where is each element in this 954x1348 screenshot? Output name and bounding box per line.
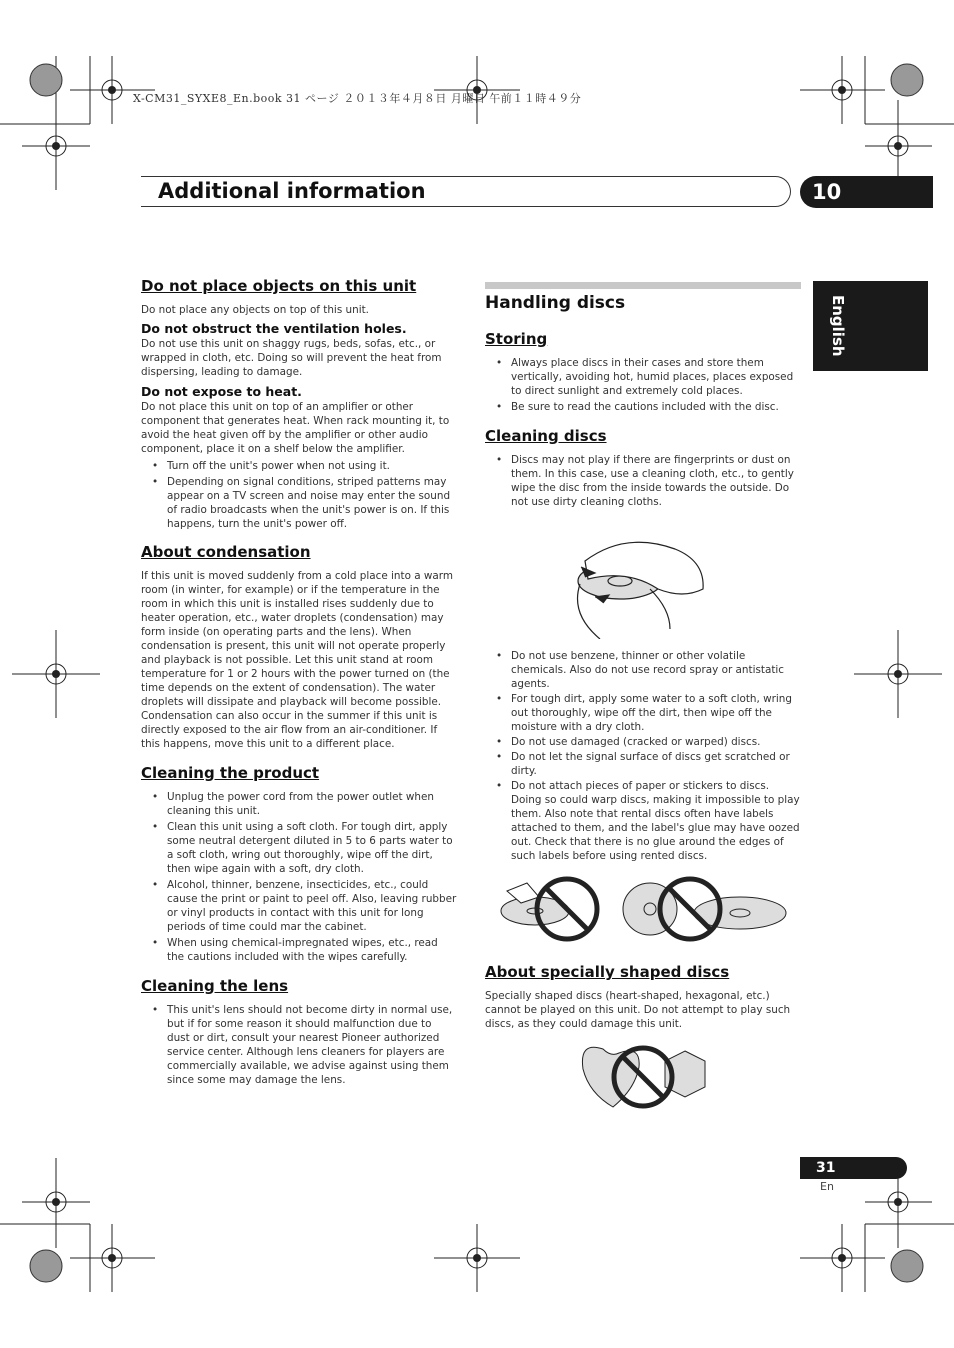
paragraph: Specially shaped discs (heart-shaped, hexagonal, etc.) cannot be played on this unit. Do not attempt to play such discs, as they could damage this unit. — [485, 990, 791, 1030]
right-column — [485, 292, 801, 1109]
paragraph: If this unit is moved suddenly from a cold place into a warm room (in winter, for example) or if the temperature in the room in which this unit is installed rises suddenly due to heater operation, etc., water droplets (condensation) may form inside (on operating parts and the lens). When condensation is present, this unit will not operate properly and playback is not possible. Let this unit stand at room temperature for 1 or 2 hours with the power turned on (the time depends on the extent of condensation). The water droplets will dissipate and playback will become possible. Condensation can also occur in the summer if this unit is directly exposed to the air flow from an air-conditioner. If this happens, move this unit to a different place. — [141, 570, 453, 750]
page-number: 31 — [800, 1157, 907, 1179]
list-item: • Discs may not play if there are fingerprints or dust on them. In this case, use a cleaning cloth, etc., to gently wipe the disc from the inside towards the outside. Do not use dirty cleaning cloths. — [485, 453, 801, 509]
list-item: • Alcohol, thinner, benzene, insecticides, etc., could cause the print or paint to peel off. Also, leaving rubber or vinyl products in contact with this unit for long periods of time could mar the cabinet. — [141, 878, 457, 934]
prohibited-discs-illustration — [485, 871, 801, 951]
list-item: • For tough dirt, apply some water to a soft cloth, wring out thoroughly, wipe off the dirt, then wipe off the moisture with a dry cloth. — [485, 692, 801, 734]
paragraph: Do not use this unit on shaggy rugs, beds, sofas, etc., or wrapped in cloth, etc. Doing so will prevent the heat from dispersing, leading to damage. — [141, 338, 442, 378]
list-item: • Unplug the power cord from the power outlet when cleaning this unit. — [141, 790, 457, 818]
page-language: En — [820, 1180, 834, 1193]
list-item: • This unit's lens should not become dirty in normal use, but if for some reason it should malfunction due to dust or dirt, consult your nearest Pioneer authorized service center. Although lens cleaners for players are commercially available, we advise against using them since some may damage the lens. — [141, 1003, 457, 1087]
section-title-handling-discs: Handling discs — [485, 293, 626, 313]
file-info-line: X-CM31_SYXE8_En.book 31 ページ ２０１３年４月８日 月曜日 午前１１時４９分 — [133, 92, 582, 105]
list-item: • Do not let the signal surface of discs get scratched or dirty. — [485, 750, 801, 778]
section-divider-bar — [485, 282, 801, 289]
subheading-ventilation: Do not obstruct the ventilation holes. — [141, 321, 407, 336]
section-title-cleaning-lens: Cleaning the lens — [141, 977, 289, 995]
list-item: • Clean this unit using a soft cloth. For tough dirt, apply some neutral detergent diluted in 5 to 6 parts water to a soft cloth, wring out thoroughly, wipe off the dirt, then wipe again with a soft, dry cloth. — [141, 820, 457, 876]
section-title-cleaning-product: Cleaning the product — [141, 764, 320, 782]
list-item: • Do not attach pieces of paper or stickers to discs. Doing so could warp discs, making it impossible to play them. Also note that rental discs often have labels attached to them, and the label's glue may have oozed out. Check that there is no glue around the edges of such labels before using rented discs. — [485, 779, 801, 863]
paragraph: Do not place this unit on top of an amplifier or other component that generates heat. When rack mounting it, to avoid the heat given off by the amplifier or other audio component, place it on a shelf below the amplifier. — [141, 401, 450, 455]
list-item: • Turn off the unit's power when not using it. — [141, 459, 457, 473]
language-tab-label: English — [829, 295, 847, 357]
section-title-objects: Do not place objects on this unit — [141, 277, 417, 295]
language-tab — [813, 281, 928, 371]
list-item: • When using chemical-impregnated wipes, etc., read the cautions included with the wipes carefully. — [141, 936, 457, 964]
list-item: • Do not use benzene, thinner or other volatile chemicals. Also do not use record spray or antistatic agents. — [485, 649, 801, 691]
list-item: • Do not use damaged (cracked or warped) discs. — [485, 735, 801, 749]
paragraph: Do not place any objects on top of this unit. — [141, 304, 369, 316]
list-item: • Always place discs in their cases and store them vertically, avoiding hot, humid places, places exposed to direct sunlight and extremely cold places. — [485, 356, 801, 398]
shaped-discs-illustration — [485, 1039, 801, 1109]
section-title-storing: Storing — [485, 330, 548, 348]
section-title-shaped-discs: About specially shaped discs — [485, 963, 730, 981]
list-item: • Be sure to read the cautions included with the disc. — [485, 400, 801, 414]
subheading-heat: Do not expose to heat. — [141, 384, 302, 399]
section-title-cleaning-discs: Cleaning discs — [485, 427, 607, 445]
chapter-title: Additional information — [158, 179, 426, 203]
section-title-condensation: About condensation — [141, 543, 311, 561]
disc-wiping-illustration — [485, 519, 801, 639]
chapter-number: 10 — [800, 176, 933, 208]
left-column — [141, 277, 457, 1087]
list-item: • Depending on signal conditions, striped patterns may appear on a TV screen and noise may enter the sound of radio broadcasts when the unit's power is on. If this happens, turn the unit's power off. — [141, 475, 457, 531]
